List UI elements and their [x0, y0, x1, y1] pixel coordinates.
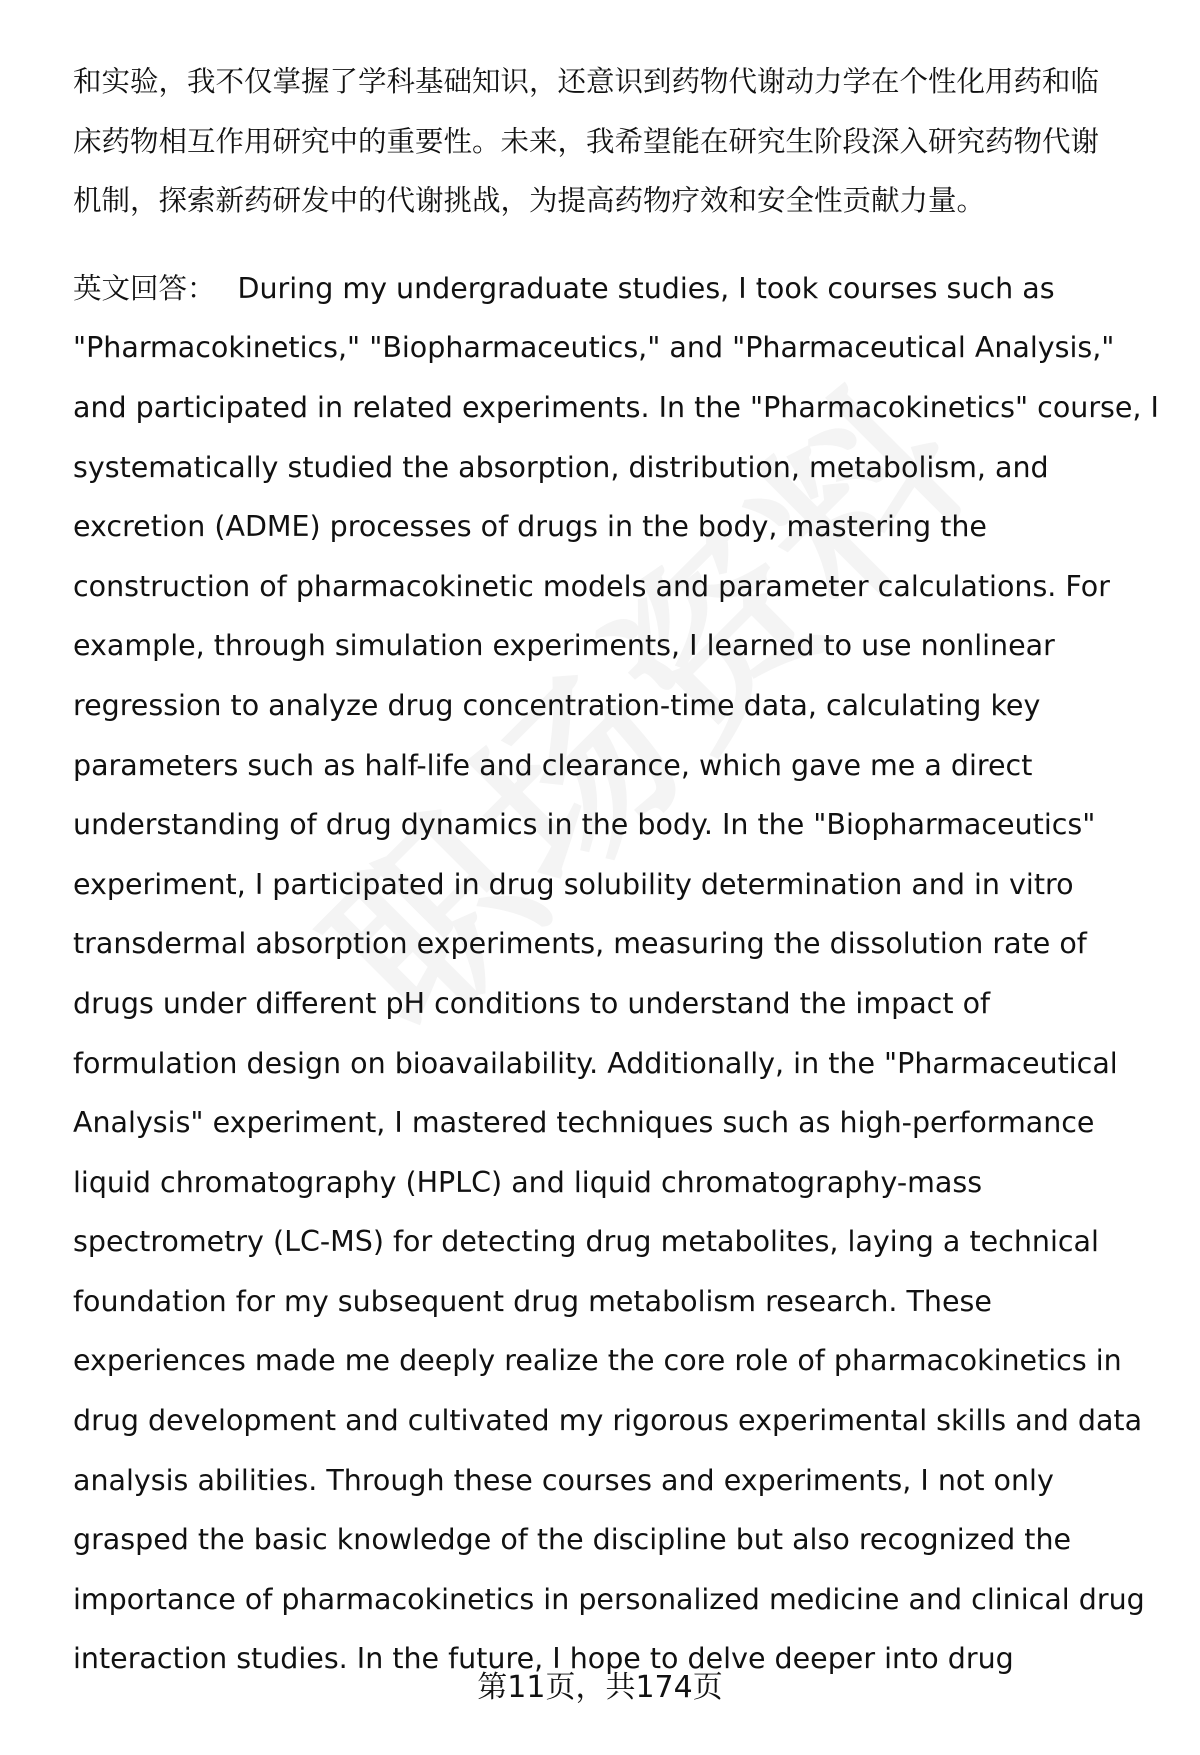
paragraph-line: interaction studies. In the future, I hope to delve deeper into drug: [73, 1642, 1014, 1676]
page-number-footer: 第11页，共174页: [477, 1670, 723, 1705]
paragraph-line: importance of pharmacokinetics in personalized medicine and clinical drug: [73, 1582, 1145, 1616]
answer-first-line: During my undergraduate studies, I took courses such as: [237, 271, 1055, 305]
paragraph-line: 机制，探索新药研发中的代谢挑战，为提高药物疗效和安全性贡献力量。: [73, 184, 986, 218]
paragraph-line: experiment, I participated in drug solubility determination and in vitro: [73, 867, 1074, 901]
paragraph-line: 床药物相互作用研究中的重要性。未来，我希望能在研究生阶段深入研究药物代谢: [73, 124, 1100, 158]
paragraph-line: Analysis" experiment, I mastered techniques such as high-performance: [73, 1106, 1095, 1140]
paragraph-line: spectrometry (LC-MS) for detecting drug metabolites, laying a technical: [73, 1225, 1099, 1259]
english-answer-paragraph: [73, 259, 1159, 1689]
paragraph-line: systematically studied the absorption, distribution, metabolism, and: [73, 450, 1049, 484]
page-content: [73, 52, 1159, 1689]
paragraph-line: experiences made me deeply realize the core role of pharmacokinetics in: [73, 1344, 1122, 1378]
chinese-paragraph: [73, 52, 1153, 231]
answer-label: 英文回答：: [73, 271, 216, 305]
paragraph-line: understanding of drug dynamics in the body. In the "Biopharmaceutics": [73, 808, 1096, 842]
paragraph-spacer: [73, 231, 1153, 259]
paragraph-line: transdermal absorption experiments, measuring the dissolution rate of: [73, 927, 1087, 961]
paragraph-line: drugs under different pH conditions to understand the impact of: [73, 986, 991, 1020]
paragraph-line: formulation design on bioavailability. Additionally, in the "Pharmaceutical: [73, 1046, 1118, 1080]
paragraph-line: "Pharmacokinetics," "Biopharmaceutics," and "Pharmaceutical Analysis,": [73, 331, 1115, 365]
paragraph-line: example, through simulation experiments, I learned to use nonlinear: [73, 629, 1055, 663]
paragraph-line: parameters such as half-life and clearance, which gave me a direct: [73, 748, 1033, 782]
paragraph-line: [73, 259, 1153, 319]
paragraph-line: analysis abilities. Through these courses and experiments, I not only: [73, 1463, 1054, 1497]
paragraph-line: foundation for my subsequent drug metabolism research. These: [73, 1284, 992, 1318]
paragraph-line: grasped the basic knowledge of the discipline but also recognized the: [73, 1523, 1072, 1557]
paragraph-line: construction of pharmacokinetic models and parameter calculations. For: [73, 569, 1110, 603]
paragraph-line: drug development and cultivated my rigorous experimental skills and data: [73, 1404, 1143, 1438]
paragraph-line: 和实验，我不仅掌握了学科基础知识，还意识到药物代谢动力学在个性化用药和临: [73, 65, 1100, 98]
paragraph-line: regression to analyze drug concentration-time data, calculating key: [73, 688, 1041, 722]
paragraph-line: excretion (ADME) processes of drugs in the body, mastering the: [73, 510, 987, 544]
paragraph-line: and participated in related experiments. In the "Pharmacokinetics" course, I: [73, 390, 1159, 424]
paragraph-line: liquid chromatography (HPLC) and liquid chromatography-mass: [73, 1165, 983, 1199]
